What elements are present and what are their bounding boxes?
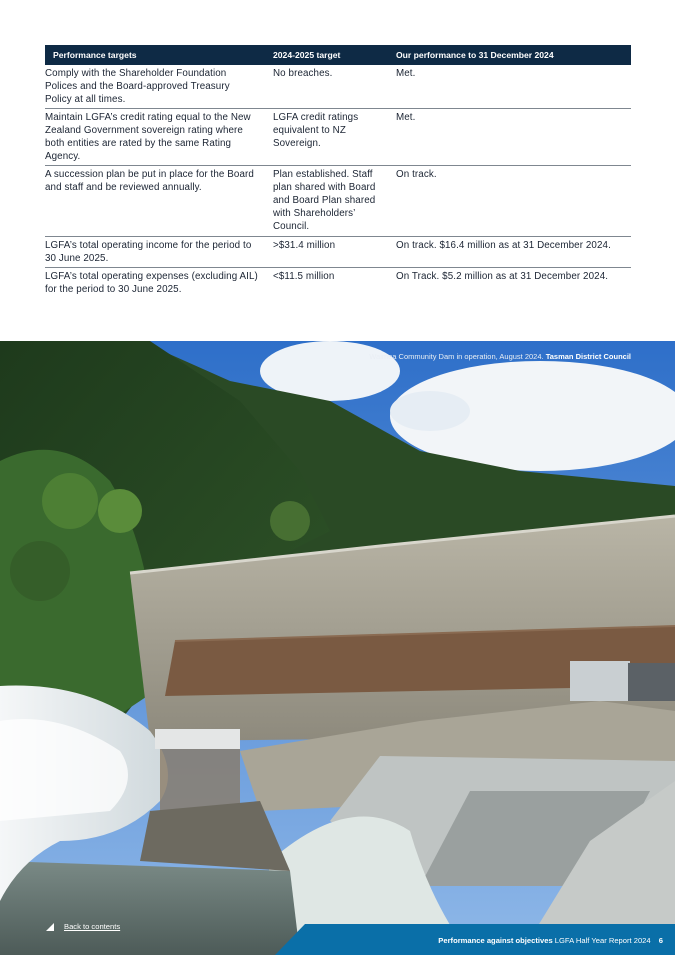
- header-targets: Performance targets: [53, 50, 137, 60]
- cell-target: A succession plan be put in place for the Board and staff and be reviewed annually.: [45, 169, 254, 193]
- table-header: [45, 45, 631, 65]
- caption-text: Waimea Community Dam in operation, August 2024.: [369, 352, 544, 361]
- page-number: 6: [658, 936, 663, 945]
- cell-performance: On Track. $5.2 million as at 31 December 2024.: [396, 271, 609, 282]
- photo-caption: [369, 352, 631, 361]
- cell-target: LGFA’s total operating expenses (excluding AIL) for the period to 30 June 2025.: [45, 271, 258, 295]
- footer-text: [438, 936, 663, 945]
- back-arrow-icon: [46, 923, 54, 931]
- cell-performance: On track.: [396, 169, 437, 180]
- cell-goal: LGFA credit ratings equivalent to NZ Sovereign.: [273, 112, 359, 149]
- cell-goal: <$11.5 million: [273, 271, 335, 282]
- header-2024-target: 2024-2025 target: [273, 50, 341, 60]
- cell-target: Comply with the Shareholder Foundation Polices and the Board-approved Treasury Policy at all times.: [45, 68, 230, 105]
- cell-performance: On track. $16.4 million as at 31 December 2024.: [396, 240, 611, 251]
- performance-table: [45, 45, 631, 299]
- header-performance: Our performance to 31 December 2024: [396, 50, 554, 60]
- table-row: [45, 65, 631, 109]
- table-row: [45, 237, 631, 268]
- cell-target: Maintain LGFA’s credit rating equal to the New Zealand Government sovereign rating where both entities are rated by the same Rating Agency.: [45, 112, 251, 162]
- back-to-contents-link[interactable]: [46, 922, 120, 931]
- caption-credit: Tasman District Council: [545, 352, 631, 361]
- cell-goal: >$31.4 million: [273, 240, 336, 251]
- footer-report: LGFA Half Year Report 2024: [554, 936, 651, 945]
- cell-performance: Met.: [396, 112, 416, 123]
- cell-target: LGFA’s total operating income for the period to 30 June 2025.: [45, 240, 252, 264]
- table-row: [45, 109, 631, 166]
- cell-goal: No breaches.: [273, 68, 333, 79]
- cell-goal: Plan established. Staff plan shared with Board and Board Plan shared with Shareholders’ Council.: [273, 169, 376, 232]
- table-row: [45, 166, 631, 237]
- dam-photo: [0, 341, 675, 955]
- back-label: Back to contents: [64, 922, 121, 931]
- table-row: [45, 268, 631, 299]
- footer-section: Performance against objectives: [438, 936, 553, 945]
- cell-performance: Met.: [396, 68, 416, 79]
